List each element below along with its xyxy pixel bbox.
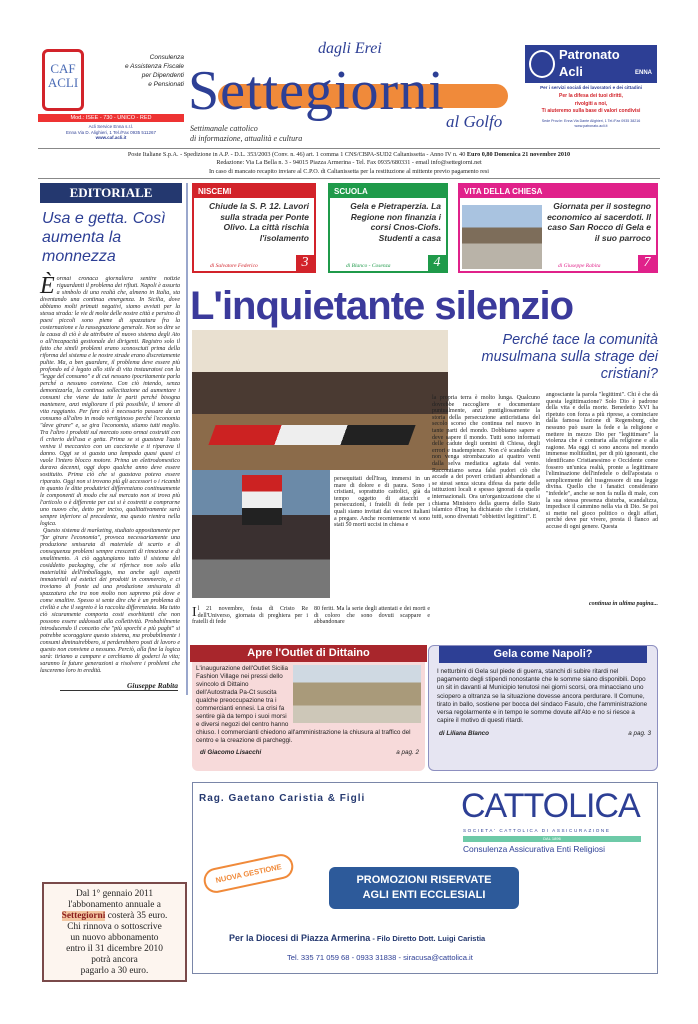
postal-info: Poste Italiane S.p.A. - Spedizione in A.P. - D.L. 353/2003 (Conv. n. 46) art. 1 comma 1 CNS/CBPA-SUD2 Caltanissetta - Anno IV n. 40 — [127, 151, 466, 158]
outlet-page-link[interactable]: a pag. 2 — [396, 749, 419, 756]
gela-author: di Liliana Blanco — [439, 730, 490, 738]
tagline: Settimanale cattolico — [190, 124, 258, 133]
issue-date-price: Euro 0,80 Domenica 21 novembre 2010 — [466, 151, 571, 158]
section-page-number: 3 — [296, 255, 314, 271]
church-photo — [462, 205, 542, 269]
main-article-text: la propria terra è molto lunga. Qualcuno dovrebbe raccogliere e documentare puntualmente, anzi puntigliosamente la storia della persecuzione anticristiana del secolo scorso che continua nel nuovo in tante parti del mondo. Dobbiamo sapere e deve sapere il mondo. Tutti sono informati delle cadute degli uomini di Chiesa, degli errori e inadempienze. Non c'è scandalo che non venga strombazzato ai quattro venti dalla selva mediatica agitata dal vento. Raccontiamo senza falsi pudori ciò che accade a dei poveri cristiani abbandonati a se stessi senza sicura difesa da parte delle istituzioni locali e spesso ignorati da quelle internazionali. Ora un'organizzazione che si chiama Ministero della guerra dello Stato islamico d'Iraq ha dichiarato che i cristiani, tutti, sono diventati "obbiettivi legittimi". E — [432, 395, 540, 520]
section-label: NISCEMI — [194, 185, 314, 198]
section-headline: Chiude la S. P. 12. Lavori sulla strada per Ponte Olivo. La città rischia l'isolamento — [209, 201, 309, 243]
outlet-text-wrap — [196, 665, 421, 745]
ad-since: DAL 1896 — [463, 836, 641, 842]
caf-company: Acli Service Enna s.r.l. — [88, 124, 134, 129]
patronato-address: Sede Prov.le: Enna Via Dante Alighieri, 1 Tel./Fax 0935 38216 — [541, 118, 641, 123]
new-management-stamp: NUOVA GESTIONE — [201, 852, 295, 895]
outlet-text: L'inaugurazione dell'Outlet Sicilia Fashion Village nei pressi dello svincolo di Dittaino dell'Autostrada Pa-Ct suscita qualche preoccupazione tra i commercianti ennesi. La crisi fa sentire già da tempo i suoi morsi e diversi negozi del centro — [196, 665, 289, 728]
editorial-author: Giuseppe Rabita — [60, 681, 178, 691]
masthead-title — [188, 59, 445, 123]
subscription-line: l'abbonamento annuale a — [68, 900, 161, 910]
patronato-city: ENNA — [634, 70, 652, 76]
editorial-label: EDITORIALE — [40, 183, 182, 203]
promo-line: AGLI ENTI ECCLESIALI — [362, 889, 486, 901]
masthead-bottom: al Golfo — [446, 112, 503, 131]
section-teaser-niscemi[interactable] — [192, 183, 316, 273]
subscription-line: entro il 31 dicembre 2010 — [66, 944, 163, 954]
masthead-top: dagli Erei — [318, 40, 382, 57]
caf-line: per Dipendenti — [141, 72, 184, 79]
caf-line: e Pensionati — [148, 81, 184, 88]
subscription-line: costerà 35 euro. — [105, 911, 168, 921]
caf-logo-text: CAF — [50, 61, 76, 76]
patronato-logo-box — [525, 45, 657, 83]
ad-brand-sub: SOCIETA' CATTOLICA DI ASSICURAZIONE — [463, 828, 611, 833]
subscription-line: Chi rinnova o sottoscrive — [67, 922, 162, 932]
masthead-title-b: giorni — [304, 60, 445, 122]
section-author: di Salvatore Federico — [210, 263, 258, 269]
subscription-brand: Settegiorni — [61, 911, 106, 921]
main-article-text: angosciante la parola "legittimi". Chi è che dà questa legittimazione? Solo Dio è padrone della vita e della morte. Benedetto XVI ha ripetuto con forza a più riprese, a cominciare dalla famosa lezione di Regensburg, che nessuno può usare la fede e la religione e mettere in mezzo Dio per "legittimare" la violenza che è contraria alla religione e alla ragione. Ma oggi ci sono ancora nel mondo immense moltitudini, per di più ignoranti, che identificano Cristianesimo e Occidente come fossero un'unica realtà, pronte a legittimare l'eliminazione dell'infedele o dell'apostata o semplicemente del trasgressore di una legge divina. Quello che i fanatici considerano "infedele", anche se non fa nulla di male, con la sua stessa presenza disturba, scandalizza, impedisce il cammino nella via di Dio. Se poi si mette nel gioco politico o degli affari, perché deve pur vivere, presta il fianco ad accuse di ogni genere. Questa — [546, 392, 658, 530]
ad-agency: Rag. Gaetano Caristia & Figli — [199, 793, 366, 804]
cattolica-logo: CATTOLICA — [461, 787, 640, 825]
ad-tagline: Consulenza Assicurativa Enti Religiosi — [463, 844, 605, 854]
section-headline: Giornata per il sostegno economico ai sacerdoti. Il caso San Rocco di Gela e il suo parroco — [547, 201, 651, 243]
section-label: VITA DELLA CHIESA — [460, 185, 656, 198]
cattolica-ad — [192, 782, 658, 974]
patronato-title: Patronato — [559, 47, 620, 62]
patronato-line: Per la difesa dei tuoi diritti, — [559, 93, 623, 99]
main-article-text-part: l 21 novembre, festa di Cristo Re dell'Universo, giornata di preghiera per i fratelli di fede — [192, 606, 308, 626]
protest-photo — [192, 470, 330, 598]
editorial-text: ormai cronaca giornaliera sentire notizie riguardanti il problema dei rifiuti. Napoli è assurta a simbolo di una realtà che, almeno in Italia, sta diventando una continua emergenza. In Sicilia, dove abbiamo molti primati negativi, siamo avviati per la stessa strada: le vie di molte delle nostre città e persino di paesi piccoli sono piene di spazzatura fra la costernazione e la rassegnazione generale. Non so dire se la causa di ciò è da attribuire al nuovo sistema degli Ato o all'incapacità gestionale dei dirigenti. Registro solo il fatto che simili problemi erano sconosciuti prima della riforma del sistema e le nostre strade erano discretamente pulite. Ma, a ben guardare, il problema deve essere più profondo ed è legato allo stile di vita instauratosi con la "legge del consumo" e di cui nessuno ipocritamente parla perché a nessuno conviene. Con ciò intendo, senza demonizzarla, la continua sollecitazione ad aumentare i consumi che viene da tutte le parti perché bisogna mantenere, anzi migliorare il più possibile, il tenore di vita raggiunto. Per fare ciò è necessario passare da un consumo all'altro in modo vertiginoso perché l'economia "deve girare" e, se gira l'economia, stiamo tutti meglio. Tra l'altro i prodotti sul mercato sono ormai costruiti con il criterio dell'usa e getta. Prima se si guastava l'auto veniva il meccanico con un cacciavite e ti riparava il danno. Oggi se si guasta una lampada quasi quasi ci vuole l'intero blocco motore. Prima un elettrodomestico durava decenni, oggi dopo qualche anno deve essere sostituito. Prima ciò che si guastava poteva essere riparato. Oggi non si trovano più gli accessori o i ricambi in quanto le ditte produttrici differenziano continuamente le componenti di modo che sul mercato non si trova più l'articolo o è differente per cui si è costretti a comprarne uno nuovo che, detto per inciso, qualitativamente sarà sempre inferiore al precedente, ma questo rientra nella logica. — [40, 276, 180, 527]
patronato-title: Acli — [559, 64, 583, 79]
ad-direct: - Filo Diretto Dott. Luigi Caristia — [370, 934, 486, 943]
continue-link[interactable]: continua in ultima pagina... — [588, 601, 658, 607]
editorial-title: Usa e getta. Così aumenta la monnezza — [42, 210, 166, 265]
promo-line: PROMOZIONI RISERVATE — [356, 874, 492, 886]
patronato-line: rivolgiti a noi, — [574, 100, 608, 107]
editorial-address: Redazione: Via La Bella n. 3 - 94015 Piazza Armerina - Tel. Fax 0935/680331 - email info@settegiorni.net — [216, 159, 482, 167]
caf-web: www.caf.acli.it — [95, 135, 127, 140]
patronato-line: Ti aiuteremo sulla base di valori condivisi — [541, 108, 641, 114]
funeral-photo — [192, 330, 448, 470]
outlet-text: hanno chiuso. I commercianti chiedono all'amministrazione la chiusura al traffico del centro e la creazione di parcheggi. — [196, 721, 411, 744]
outlet-box — [192, 645, 425, 771]
acli-logo-text: ACLI — [47, 75, 79, 90]
ad-contact: Tel. 335 71 059 68 - 0933 31838 - siracusa@cattolica.it — [287, 953, 473, 962]
section-teaser-vita-della-chiesa[interactable] — [458, 183, 658, 273]
main-article-text: 80 feriti. Ma la serie degli attentati e dei morti e di coloro che sono dovuti scappare e abbandonare — [314, 606, 430, 626]
patronato-slogan: Per i servizi sociali dei lavoratori e dei cittadini — [540, 85, 642, 90]
gela-title: Gela come Napoli? — [439, 646, 647, 663]
main-article-text — [192, 606, 308, 626]
drop-cap: È — [40, 273, 55, 299]
caf-line: e Assistenza Fiscale — [124, 63, 184, 70]
subscription-line: un nuovo abbonamento — [70, 933, 159, 943]
caf-line: Consulenza — [149, 54, 184, 61]
patronato-web: www.patronato.acli.it — [574, 123, 608, 128]
section-teaser-scuola[interactable] — [328, 183, 448, 273]
caf-services: Mod.: ISEE - 730 - UNICO - RED — [38, 114, 184, 122]
editorial-text: Questo sistema di marketing, studiato appositamente per "far girare l'economia", provoca necessariamente una produzione smisurata di materiale di scarto e di conseguenza problemi sempre crescenti di rimozione e di smaltimento. A ciò aggiungiamo tutto il sistema del cosiddetto packaging, che si riferisce non solo alla materialità dell'imballaggio, ma anche agli aspetti immateriali ed estetici dei prodotti in commercio, e ci troviamo di fronte ad una produzione smisurata di spazzatura che tra non molto non sapremo più dove e come smaltire. Spesso si sente dire che è un problema di civiltà e che il segreto è la raccolta differenziata. Ma tutto ciò sicuramente comporta costi esorbitanti che non possono essere addossati alla collettività. Probabilmente introducendo il concetto che "più sporchi e più paghi" si potrebbe scoraggiare questo sistema, ma probabilmente i consumi diminuirebbero, si perderebbero posti di lavoro e questo non conviene a nessuno. Perciò, alla fine la logica sarà: tiriamo a campare e cerchiamo di goderci la vita; saranno le future generazioni a risolvere i problemi che lasceremo loro in eredità. — [40, 528, 180, 674]
patronato-acli-ad — [525, 45, 657, 140]
outlet-author: di Giacomo Lisacchi — [200, 749, 262, 756]
main-article-text: persequitati dell'Iraq, immersi in un mare di dolore e di paura. Sono i cristiani, soprattutto cattolici, già da tempo oggetto di attacchi e persecuzioni, i fratelli di fede per i quali siamo invitati dai vescovi italiani a pregare. Anche recentemente vi sono stati 50 morti uccisi in chiesa e — [334, 476, 430, 529]
section-headline: Gela e Pietraperzia. La Regione non finanzia i corsi Cnos-Ciofs. Studenti a casa — [350, 201, 441, 243]
outlet-title: Apre l'Outlet di Dittaino — [190, 645, 427, 662]
section-author: di Blanco - Cosenza — [346, 263, 391, 269]
main-headline: L'inquietante silenzio — [190, 284, 574, 328]
acli-emblem-icon — [529, 50, 555, 78]
section-label: SCUOLA — [330, 185, 446, 198]
drop-cap: I — [192, 605, 197, 620]
tagline: di informazione, attualità e cultura — [190, 134, 303, 143]
main-subhead: Perché tace la comunità musulmana sulla strage dei cristiani? — [481, 332, 658, 382]
gela-text: I netturbini di Gela sul piede di guerra, stanchi di subire ritardi nel pagamento degli stipendi nonostante che le somme siano disponibili. Dopo un sit in davanti al Municipio tenutosi nei giorni scorsi, ora minacciano uno sciopero a oltranza se la situazione dovesse ancora perdurare. Il Comune, tirato in ballo, sostiene per bocca del sindaco Fasulo, che l'amministrazione versa regolarmente e in tempo le somme dovute all'Ato e no si riesce a capire il motivo di questi ritardi. — [437, 668, 648, 725]
ad-diocese: Per la Diocesi di Piazza Armerina — [229, 933, 371, 943]
editorial-body — [40, 273, 180, 675]
subscription-line: potrà ancora — [91, 955, 138, 965]
outlet-photo — [293, 665, 421, 723]
masthead-logo — [188, 40, 522, 146]
caf-address: Enna Via D. Alighieri, 1 Tel./Fax 0935 511267 — [65, 129, 157, 135]
editorial-column — [40, 183, 188, 695]
mast-info — [38, 148, 660, 179]
caf-logo — [42, 49, 84, 111]
promo-box — [329, 867, 519, 909]
subscription-box — [42, 882, 187, 982]
subscription-line: pagarlo a 30 euro. — [80, 966, 149, 976]
gela-box — [428, 645, 658, 771]
section-page-number: 7 — [638, 255, 656, 271]
gela-page-link[interactable]: a pag. 3 — [628, 730, 651, 738]
section-author: di Giuseppe Rabita — [558, 263, 601, 269]
caf-acli-ad — [38, 45, 186, 140]
subscription-line: Dal 1° gennaio 2011 — [75, 889, 154, 899]
masthead-title-a: Sette — [188, 60, 305, 122]
return-info: In caso di mancato recapito inviare al C.P.O. di Caltanissetta per la restituzione al mittente previo pagamento resi — [208, 167, 490, 175]
section-page-number: 4 — [428, 255, 446, 271]
